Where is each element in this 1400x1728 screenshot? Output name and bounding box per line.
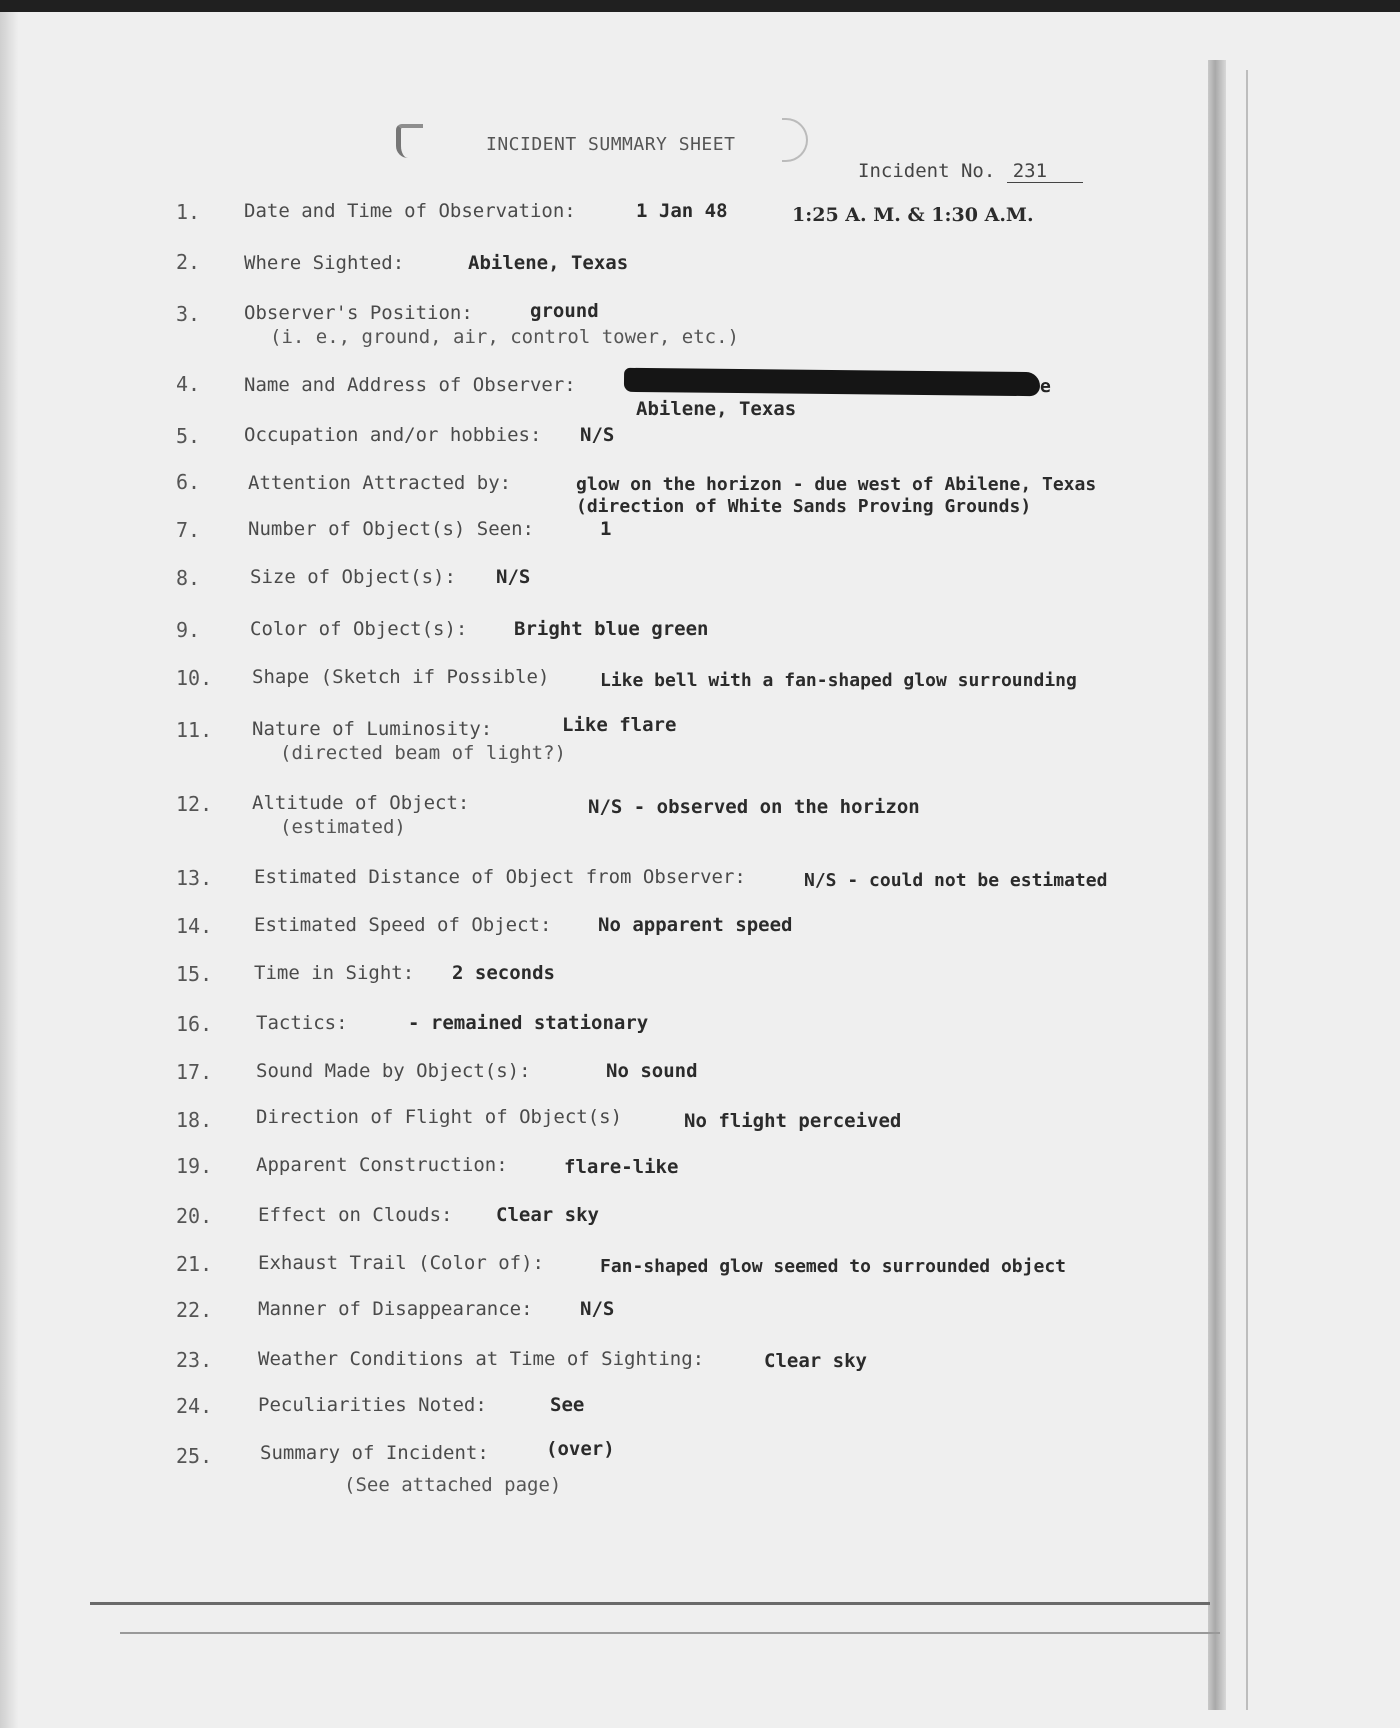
item-value: glow on the horizon - due west of Abilene, Texas: [576, 474, 1097, 495]
item-value-tail: e: [1040, 376, 1051, 397]
item-value: N/S - observed on the horizon: [588, 796, 920, 818]
item-value: ground: [530, 300, 599, 322]
item-label: Color of Object(s):: [250, 618, 468, 640]
item-label: Shape (Sketch if Possible): [252, 666, 550, 688]
scan-top-edge: [0, 0, 1400, 12]
item-number: 17.: [176, 1060, 213, 1084]
item-number: 16.: [176, 1012, 213, 1036]
item-peculiarities: [258, 1394, 487, 1416]
item-number: 13.: [176, 866, 213, 890]
item-value: N/S - could not be estimated: [804, 870, 1108, 891]
item-label: Nature of Luminosity:: [252, 718, 493, 740]
item-sound: [256, 1060, 531, 1082]
scan-binding-strip: [1208, 60, 1226, 1710]
item-address: Abilene, Texas: [636, 398, 797, 420]
item-label: Sound Made by Object(s):: [256, 1060, 531, 1082]
item-value: 1: [600, 518, 612, 540]
item-label: Peculiarities Noted:: [258, 1394, 487, 1416]
item-number: 24.: [176, 1394, 213, 1418]
item-label: Size of Object(s):: [250, 566, 456, 588]
item-number: 1.: [176, 200, 201, 224]
item-construction: [256, 1154, 508, 1176]
item-number: 21.: [176, 1252, 213, 1276]
item-weather: [258, 1348, 704, 1370]
item-number: 15.: [176, 962, 213, 986]
item-value: - remained stationary: [408, 1012, 649, 1034]
item-value: Like bell with a fan-shaped glow surrounding: [600, 670, 1077, 691]
item-number: 12.: [176, 792, 213, 816]
item-label: Tactics:: [256, 1012, 348, 1034]
item-subtext: (See attached page): [344, 1474, 562, 1496]
item-label: Estimated Speed of Object:: [254, 914, 552, 936]
item-number: 2.: [176, 250, 201, 274]
item-number: 8.: [176, 566, 201, 590]
item-value: Clear sky: [764, 1350, 867, 1372]
item-occupation: [244, 424, 541, 446]
item-clouds: [258, 1204, 452, 1226]
item-subtext: (estimated): [280, 816, 406, 838]
item-label: Number of Object(s) Seen:: [248, 518, 534, 540]
item-number: 11.: [176, 718, 213, 742]
item-luminosity: [252, 718, 492, 740]
item-number: 4.: [176, 372, 201, 396]
item-value: N/S: [580, 1298, 615, 1320]
item-label: Altitude of Object:: [252, 792, 470, 814]
redaction-bar: [624, 368, 1040, 396]
item-number: 19.: [176, 1154, 213, 1178]
item-altitude: [252, 792, 469, 814]
item-number: 22.: [176, 1298, 213, 1322]
item-label: Exhaust Trail (Color of):: [258, 1252, 544, 1274]
item-attention: [248, 472, 511, 494]
item-value: Fan-shaped glow seemed to surrounded object: [600, 1256, 1066, 1277]
item-date-time: [244, 200, 576, 222]
item-label: Manner of Disappearance:: [258, 1298, 533, 1320]
incident-number-value: 231: [1007, 160, 1083, 183]
item-number: 14.: [176, 914, 213, 938]
incident-number-label: Incident No.: [858, 160, 996, 182]
item-label: Time in Sight:: [254, 962, 415, 984]
item-label: Weather Conditions at Time of Sighting:: [258, 1348, 705, 1370]
item-value: No apparent speed: [598, 914, 793, 936]
item-label: Observer's Position:: [244, 302, 473, 324]
item-value: Bright blue green: [514, 618, 709, 640]
item-number: 10.: [176, 666, 213, 690]
item-exhaust: [258, 1252, 544, 1274]
item-value: Abilene, Texas: [468, 252, 629, 274]
item-value: flare-like: [564, 1156, 679, 1178]
item-size: [250, 566, 456, 588]
item-speed: [254, 914, 551, 936]
item-label: Occupation and/or hobbies:: [244, 424, 542, 446]
item-disappearance: [258, 1298, 533, 1320]
item-value: No sound: [606, 1060, 698, 1082]
item-value: See: [550, 1394, 585, 1416]
item-subtext: (directed beam of light?): [280, 742, 566, 764]
page-title: INCIDENT SUMMARY SHEET: [486, 134, 736, 155]
item-shape: [252, 666, 549, 688]
item-label: Estimated Distance of Object from Observer:: [254, 866, 746, 888]
item-value: Clear sky: [496, 1204, 599, 1226]
item-number: 7.: [176, 518, 201, 542]
item-label: Apparent Construction:: [256, 1154, 508, 1176]
item-number: 20.: [176, 1204, 213, 1228]
item-value: (over): [546, 1438, 615, 1460]
item-distance: [254, 866, 746, 888]
item-value: N/S: [496, 566, 531, 588]
item-observer-position: [244, 302, 473, 324]
item-value: No flight perceived: [684, 1110, 902, 1132]
item-label: Name and Address of Observer:: [244, 374, 576, 396]
item-label: Date and Time of Observation:: [244, 200, 576, 222]
item-value-line2: (direction of White Sands Proving Grounds): [576, 496, 1032, 517]
item-number: 3.: [176, 302, 201, 326]
item-value: 1 Jan 48: [636, 200, 728, 222]
item-subtext: (i. e., ground, air, control tower, etc.): [270, 326, 739, 348]
hole-mark-icon: [782, 118, 808, 162]
item-summary: [260, 1442, 489, 1464]
item-tactics: [256, 1012, 348, 1034]
item-label: Direction of Flight of Object(s): [256, 1106, 623, 1128]
item-where-sighted: [244, 252, 404, 274]
item-number: 23.: [176, 1348, 213, 1372]
item-time-in-sight: [254, 962, 414, 984]
item-value: N/S: [580, 424, 615, 446]
item-value: 2 seconds: [452, 962, 555, 984]
item-label: Where Sighted:: [244, 252, 405, 274]
item-number-seen: [248, 518, 534, 540]
scan-right-line: [1246, 70, 1248, 1710]
bottom-rule: [90, 1602, 1210, 1605]
punch-mark-icon: [396, 124, 423, 158]
item-color: [250, 618, 467, 640]
item-observer-name: [244, 374, 576, 396]
incident-number: [858, 160, 1083, 183]
item-label: Effect on Clouds:: [258, 1204, 453, 1226]
item-number: 18.: [176, 1108, 213, 1132]
scan-left-edge: [0, 12, 18, 1728]
bottom-rule-secondary: [120, 1632, 1220, 1634]
item-number: 25.: [176, 1444, 213, 1468]
item-direction: [256, 1106, 622, 1128]
item-value: Like flare: [562, 714, 677, 736]
item-number: 9.: [176, 618, 201, 642]
item-number: 5.: [176, 424, 201, 448]
item-label: Summary of Incident:: [260, 1442, 489, 1464]
item-number: 6.: [176, 470, 201, 494]
item-value-time: 1:25 A. M. & 1:30 A.M.: [792, 204, 1034, 226]
item-label: Attention Attracted by:: [248, 472, 512, 494]
